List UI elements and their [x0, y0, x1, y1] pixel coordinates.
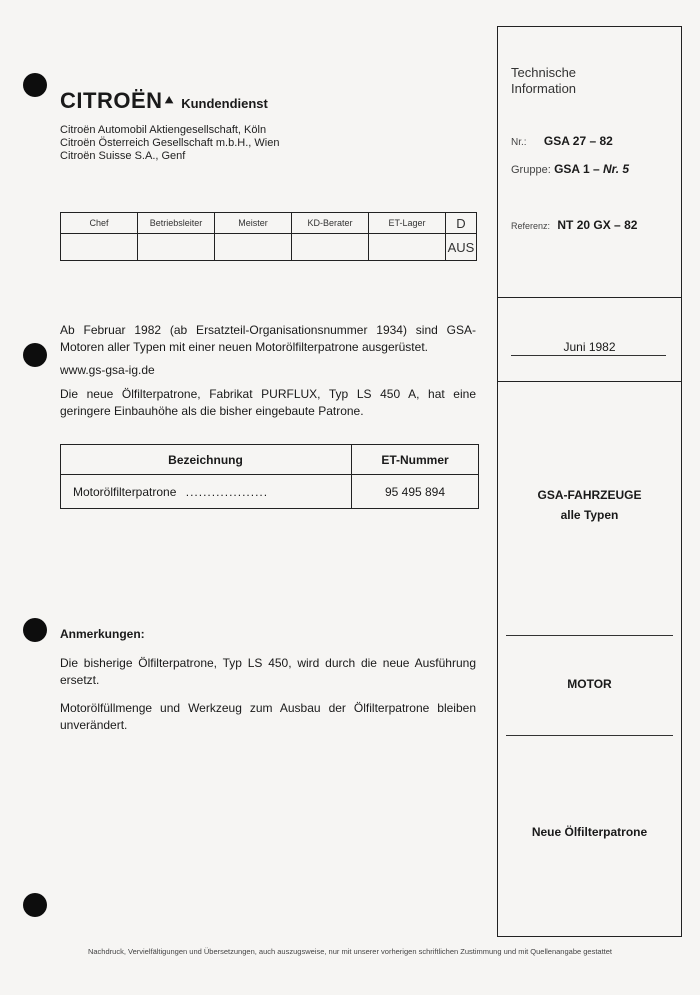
panel-title-line-2: Information: [511, 81, 577, 96]
brand-name: CITROËN: [60, 88, 163, 113]
dist-col-betriebsleiter: Betriebsleiter: [138, 213, 215, 234]
punch-hole-1: [23, 73, 47, 97]
dist-cell: [369, 234, 446, 261]
company-line-1: Citroën Automobil Aktiengesellschaft, Köln: [60, 124, 267, 136]
part-name: Motorölfilterpatrone: [73, 484, 177, 499]
gruppe-nr: Nr. 5: [603, 162, 630, 176]
panel-divider: [506, 635, 673, 636]
panel-divider: [498, 297, 681, 298]
punch-hole-4: [23, 893, 47, 917]
table-row: [61, 475, 479, 509]
nr-label: Nr.:: [511, 137, 527, 148]
dist-col-et-lager: ET-Lager: [369, 213, 446, 234]
dist-col-kd-berater: KD-Berater: [292, 213, 369, 234]
gruppe-field: [511, 162, 629, 176]
panel-title: [511, 65, 576, 97]
info-panel: [497, 26, 682, 937]
gruppe-value: GSA 1 –: [554, 162, 600, 176]
dist-cell-aus: AUS: [446, 234, 477, 261]
dist-col-chef: Chef: [61, 213, 138, 234]
note-1: Die bisherige Ölfilterpatrone, Typ LS 450, wird durch die neue Ausführung ersetzt.: [60, 656, 476, 687]
dist-cell: [138, 234, 215, 261]
part-number: 95 495 894: [352, 475, 479, 509]
intro-paragraph: Ab Februar 1982 (ab Ersatzteil-Organisationsnummer 1934) sind GSA-Motoren aller Typen mit einer neuen Motorölfilterpatrone ausgerüstet.: [60, 323, 476, 354]
part-name-cell: [61, 475, 352, 509]
dist-col-meister: Meister: [215, 213, 292, 234]
referenz-label: Referenz:: [511, 221, 551, 231]
dist-col-d: D: [446, 213, 477, 234]
dist-cell: [61, 234, 138, 261]
dist-cell: [215, 234, 292, 261]
copyright-footer: Nachdruck, Vervielfältigungen und Übersetzungen, auch auszugsweise, nur mit unserer vorherigen schriftlichen Zustimmung und mit Quellenangabe gestattet: [87, 947, 613, 956]
brand-subtitle: Kundendienst: [181, 96, 268, 111]
section-title: MOTOR: [567, 677, 612, 691]
parts-header-et-nummer: ET-Nummer: [352, 445, 479, 475]
note-2: Motorölfüllmenge und Werkzeug zum Ausbau der Ölfilterpatrone bleiben unverändert.: [60, 701, 476, 732]
part-leader-dots: ...................: [185, 484, 269, 499]
dist-cell: [292, 234, 369, 261]
double-chevron-icon: ⯅: [163, 92, 176, 108]
vehicles-subtitle: alle Typen: [560, 508, 619, 522]
panel-divider: [506, 735, 673, 736]
vehicles-title: GSA-FAHRZEUGE: [537, 488, 642, 502]
punch-hole-3: [23, 618, 47, 642]
distribution-table: [60, 212, 477, 261]
website-link[interactable]: www.gs-gsa-ig.de: [60, 363, 155, 377]
notes-heading: Anmerkungen:: [60, 627, 145, 641]
panel-divider: [498, 381, 681, 382]
punch-hole-2: [23, 343, 47, 367]
parts-header-bezeichnung: Bezeichnung: [61, 445, 352, 475]
gruppe-label: Gruppe:: [511, 164, 551, 176]
panel-title-line-1: Technische: [511, 65, 577, 80]
nr-field: [511, 134, 613, 148]
issue-date: Juni 1982: [563, 340, 616, 354]
description-paragraph: Die neue Ölfilterpatrone, Fabrikat PURFLUX, Typ LS 450 A, hat eine geringere Einbauhöhe als die bisher eingebaute Patrone.: [60, 387, 476, 418]
date-underline: [511, 355, 666, 356]
parts-table: [60, 444, 479, 509]
referenz-value: NT 20 GX – 82: [557, 218, 638, 232]
company-line-3: Citroën Suisse S.A., Genf: [60, 150, 186, 162]
citroen-logo: [60, 88, 268, 114]
company-line-2: Citroën Österreich Gesellschaft m.b.H., Wien: [60, 137, 280, 149]
nr-value: GSA 27 – 82: [543, 134, 613, 148]
referenz-field: [511, 218, 637, 232]
subject-title: Neue Ölfilterpatrone: [531, 825, 648, 839]
